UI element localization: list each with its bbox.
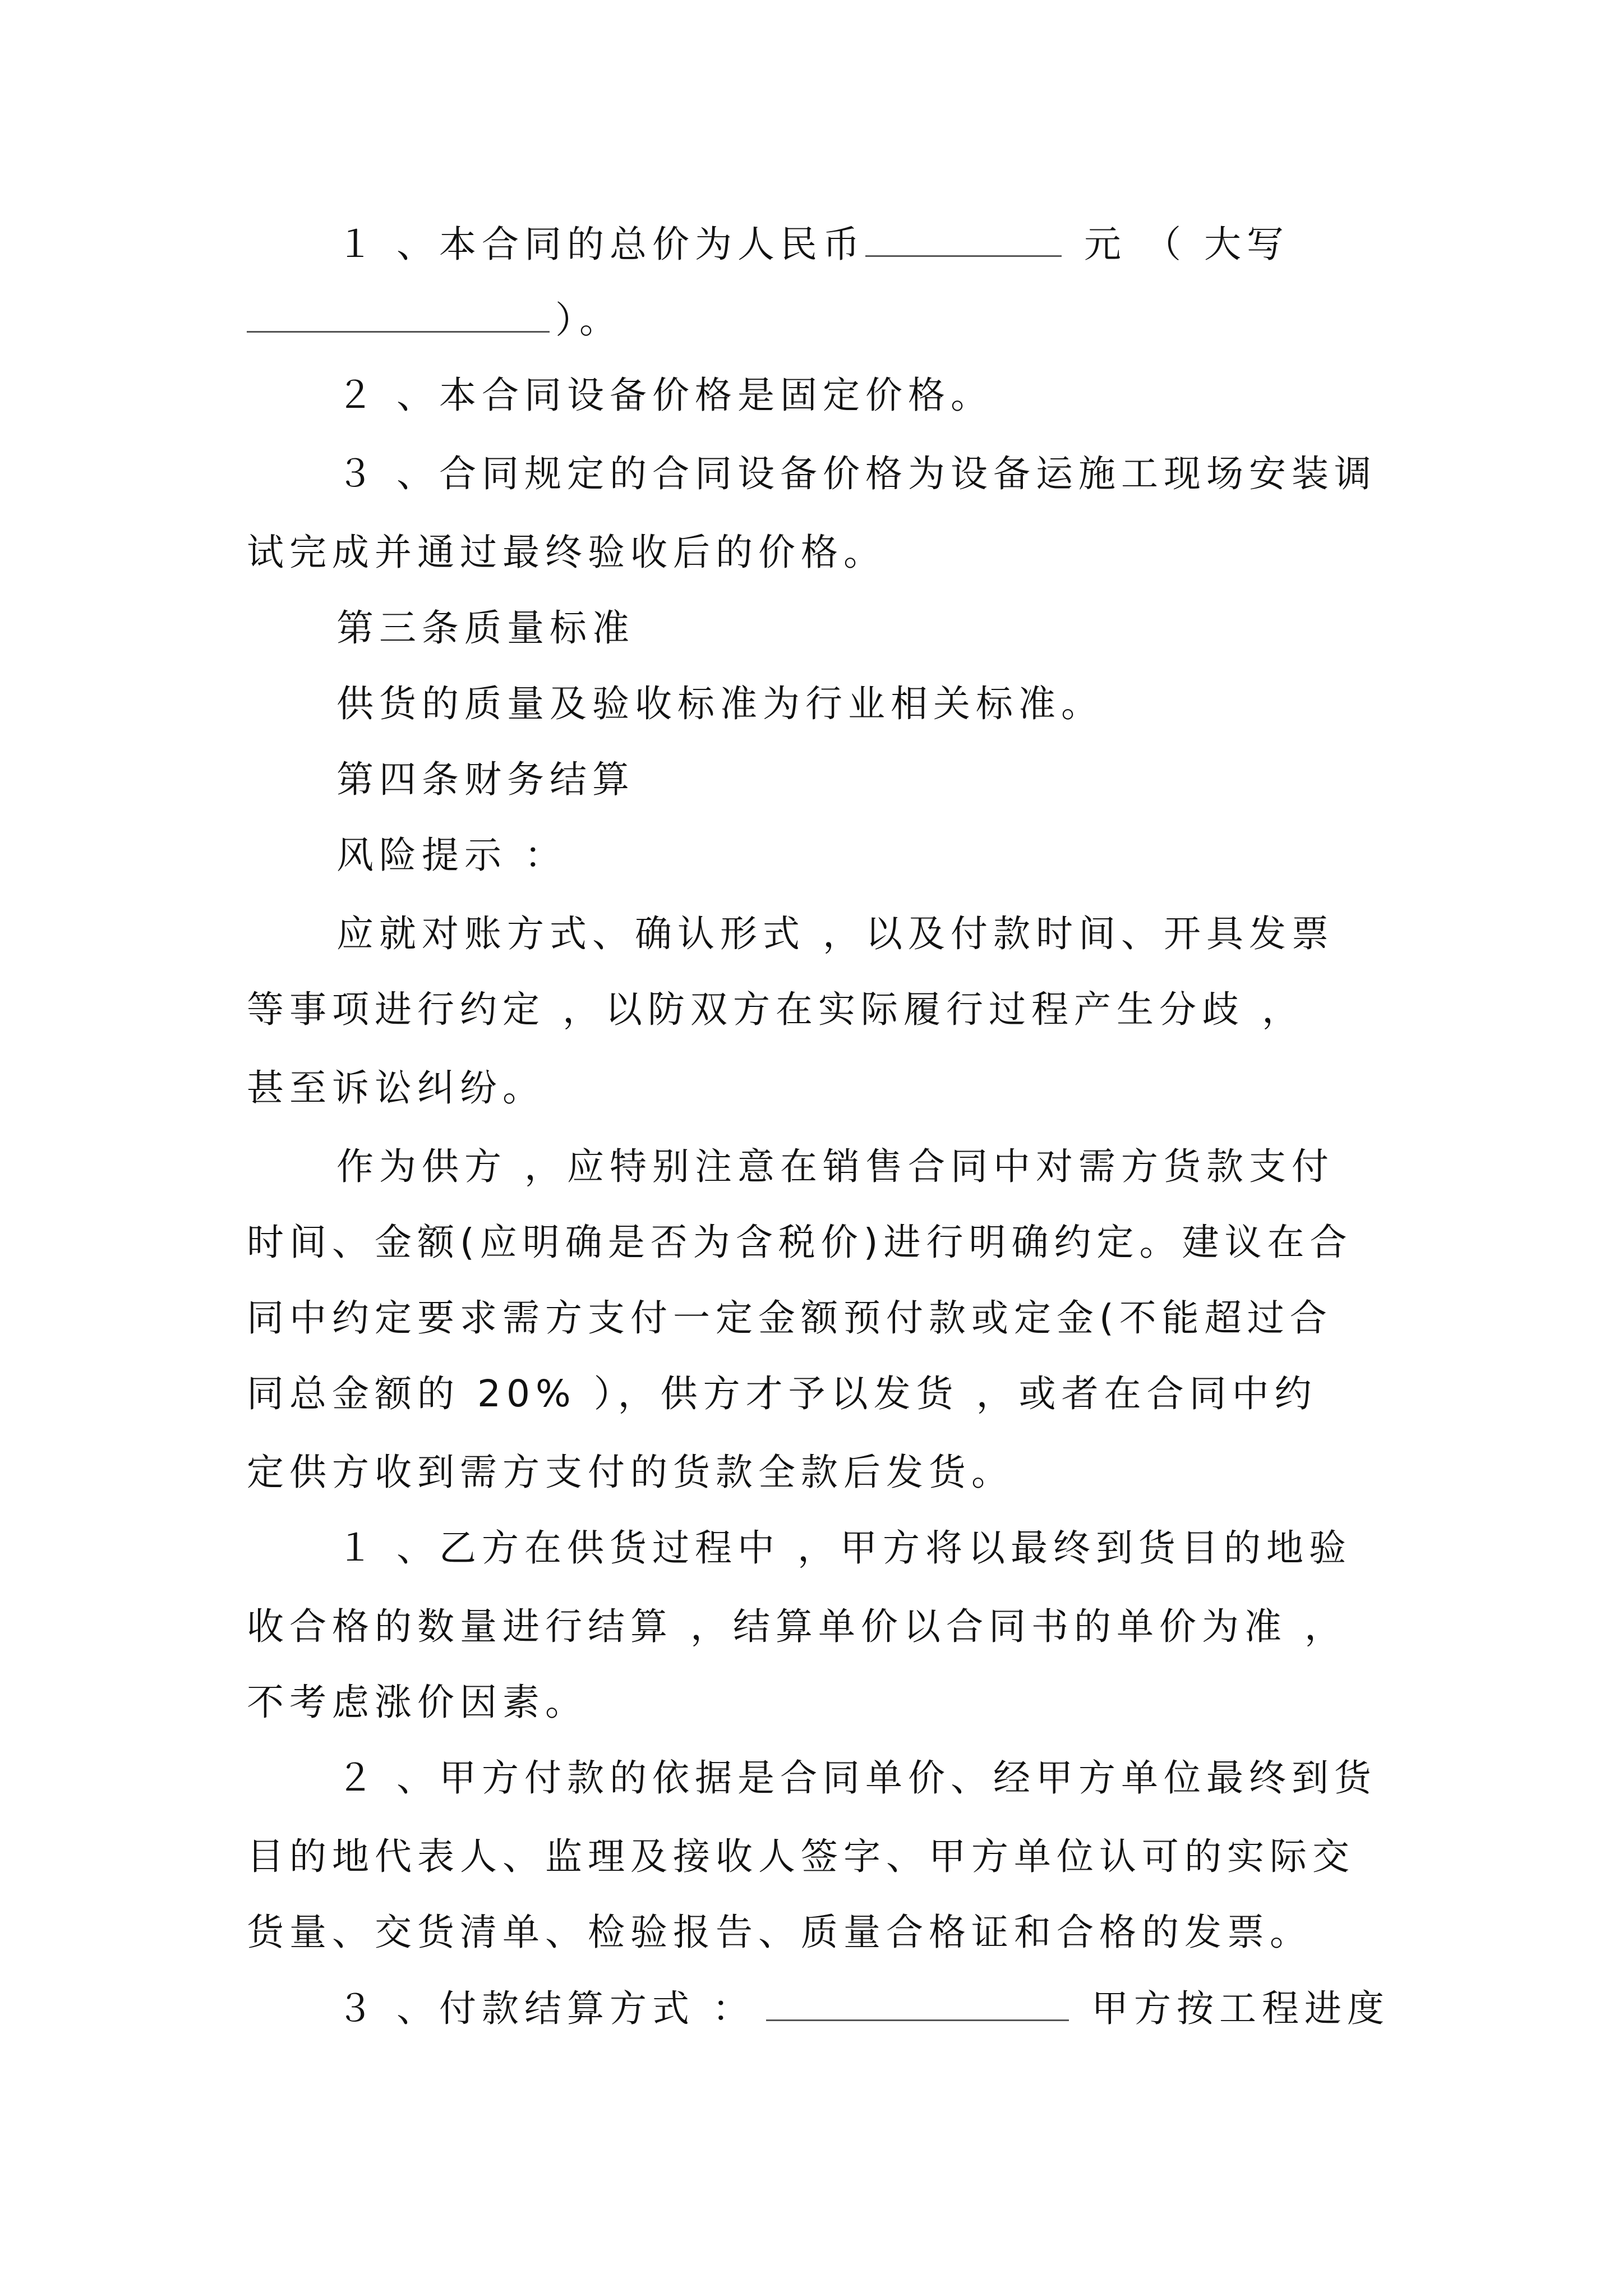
total-price-text: １ 、本合同的总价为人民币 (336, 223, 865, 266)
clause4-item1-line2: 收合格的数量进行结算 ，结算单价以合同书的单价为准 ， (247, 1605, 1347, 1648)
clause4-item2-line3: 货量、交货清单、检验报告、质量合格证和合格的发票。 (247, 1911, 1312, 1954)
supplier-para-line5: 定供方收到需方支付的货款全款后发货。 (247, 1451, 1014, 1494)
clause2-item1-line2 (247, 297, 622, 343)
clause2-item3-line2: 试完成并通过最终验收后的价格。 (247, 531, 886, 574)
supplier-para-line2: 时间、金额(应明确是否为含税价)进行明确约定。建议在合 (247, 1221, 1353, 1264)
amount-blank[interactable] (865, 222, 1062, 257)
supplier-para-line4: 同总金额的 20% ），供方才予以发货 ，或者在合同中约 (247, 1372, 1317, 1415)
closing-paren: ）。 (555, 298, 622, 342)
clause3-body: 供货的质量及验收标准为行业相关标准。 (336, 682, 1104, 725)
capital-amount-blank[interactable] (247, 297, 550, 333)
clause4-item1-line3: 不考虑涨价因素。 (247, 1681, 588, 1724)
clause4-item2-line2: 目的地代表人、监理及接收人签字、甲方单位认可的实际交 (247, 1835, 1355, 1878)
clause4-item3-line (336, 1986, 1390, 2031)
clause4-item2-line1: ２ 、甲方付款的依据是合同单价、经甲方单位最终到货 (336, 1756, 1377, 1800)
clause4-item1-line1: １ 、乙方在供货过程中 ，甲方将以最终到货目的地验 (336, 1526, 1352, 1570)
clause4-heading: 第四条财务结算 (336, 758, 635, 801)
clause2-item1-line1 (336, 222, 1289, 267)
risk-para-line2: 等事项进行约定 ，以防双方在实际履行过程产生分歧 ， (247, 988, 1304, 1031)
payment-method-blank[interactable] (766, 1986, 1069, 2021)
payment-progress-text: 甲方按工程进度 (1091, 1987, 1390, 2030)
clause2-item3-line1: ３ 、合同规定的合同设备价格为设备运施工现场安装调 (336, 452, 1377, 495)
risk-para-line3: 甚至诉讼纠纷。 (247, 1066, 545, 1110)
risk-label: 风险提示 ： (336, 834, 567, 877)
supplier-para-line3: 同中约定要求需方支付一定金额预付款或定金(不能超过合 (247, 1296, 1332, 1340)
supplier-para-line1: 作为供方 ，应特别注意在销售合同中对需方货款支付 (336, 1145, 1334, 1188)
risk-para-line1: 应就对账方式、确认形式 ，以及付款时间、开具发票 (336, 912, 1334, 955)
clause2-item2: ２ 、本合同设备价格是固定价格。 (336, 374, 993, 417)
payment-method-label: ３ 、付款结算方式 ： (336, 1987, 755, 2030)
capital-label: 元 （ 大写 (1083, 223, 1289, 266)
clause3-heading: 第三条质量标准 (336, 606, 635, 650)
